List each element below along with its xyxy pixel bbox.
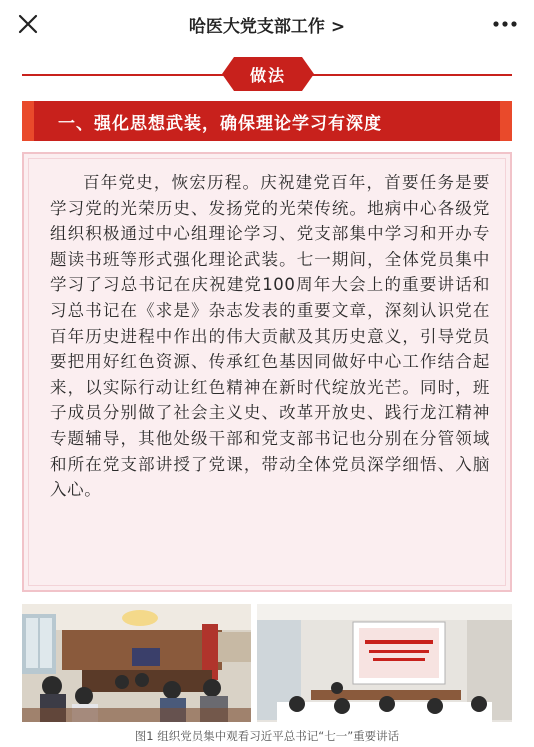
section-heading: 一、强化思想武装，确保理论学习有深度 — [58, 114, 382, 134]
top-bar — [0, 0, 534, 48]
meeting-photo-right — [257, 604, 512, 722]
content-panel — [22, 152, 512, 592]
meeting-photo-left — [22, 604, 251, 722]
section-tag: 做法 — [249, 66, 286, 85]
divider-left — [22, 74, 227, 76]
body-paragraph: 百年党史，恢宏历程。庆祝建党百年，首要任务是要学习党的光荣历史、发扬党的光荣传统。地病中心各级党组织积极通过中心组理论学习、党支部集中学习和开办专题读书班等形式强化理论武装。七一期间，全体党员集中学习了习总书记在庆祝建党100周年大会上的重要讲话和习总书记在《求是》杂志发表的重要文章，深刻认识党在百年历史进程中作出的伟大贡献及其历史意义，引导党员要把用好红色资源、传承红色基因同做好中心工作结合起来，以实际行动让红色精神在新时代绽放光芒。同时，班子成员分别做了社会主义史、改革开放史、践行龙江精神专题辅导，其他处级干部和党支部书记也分别在分管领域和所在党支部讲授了党课，带动全体党员深学细悟、入脑入心。 — [50, 173, 490, 500]
divider-right — [308, 74, 512, 76]
more-button[interactable] — [490, 12, 520, 36]
photo-caption: 图1 组织党员集中观看习近平总书记“七一”重要讲话 — [134, 729, 400, 743]
more-icon — [490, 12, 520, 36]
banner-stripe-right — [500, 101, 512, 141]
page-title[interactable]: 哈医大党支部工作 > — [188, 17, 346, 37]
heading-banner — [22, 101, 512, 141]
banner-stripe-left — [22, 101, 34, 141]
